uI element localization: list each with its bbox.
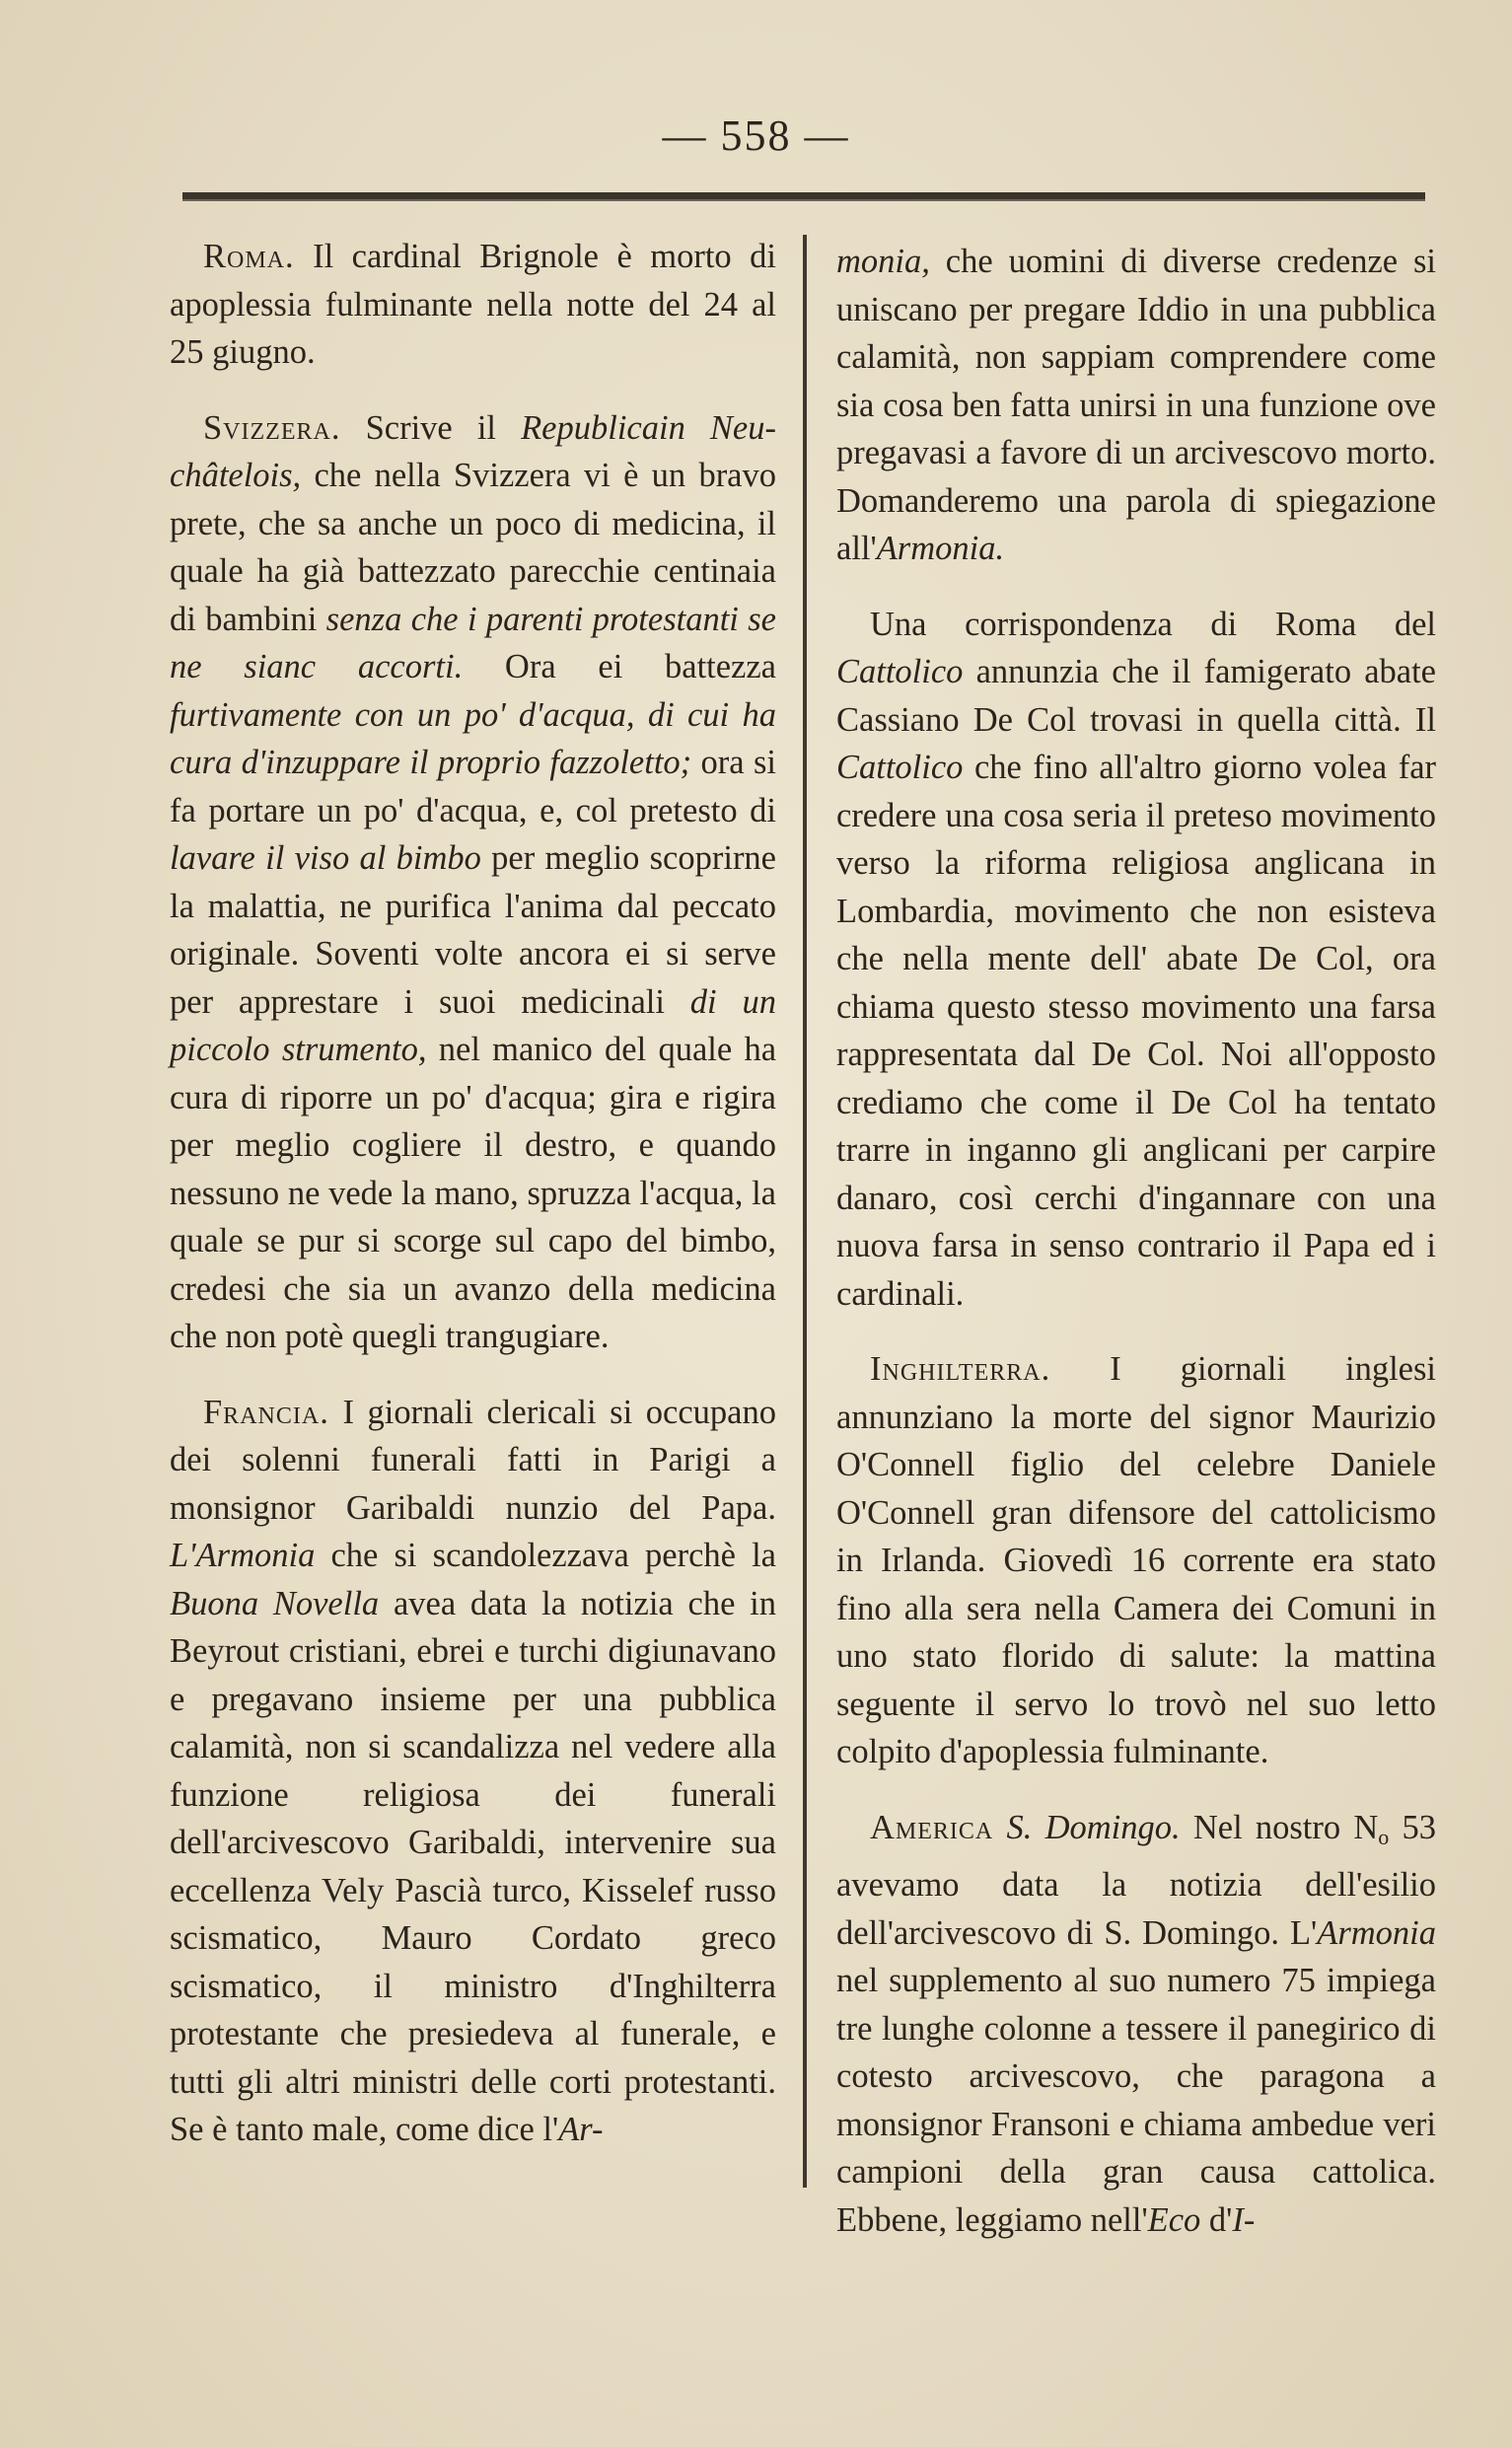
svizzera-italic-5: di un piccolo strumento, bbox=[170, 982, 776, 1068]
section-heading-inghilterra: Inghilterra. bbox=[870, 1350, 1051, 1388]
svizzera-text-3: Ora ei battezza bbox=[463, 648, 776, 685]
america-italic-4: I- bbox=[1232, 2200, 1256, 2239]
svizzera-text-4: ora si fa portare un po' d'acqua, e, col pretesto di bbox=[170, 744, 776, 829]
svizzera-text-5: per meglio scoprirne la malattia, ne purifica l'anima dal peccato originale. Soventi volte ancora ei si serve per apprestare i suoi medicinali bbox=[170, 839, 776, 1021]
header-rule bbox=[182, 192, 1425, 201]
paragraph-svizzera bbox=[170, 404, 776, 1361]
paragraph-roma bbox=[170, 233, 776, 377]
left-column bbox=[170, 233, 776, 2182]
paragraph-corrispondenza bbox=[836, 601, 1436, 1319]
francia-italic-1: L'Armonia bbox=[170, 1537, 316, 1574]
francia-text-3: avea data la notizia che in Beyrout cristiani, ebrei e turchi digiunavano e pregavano insieme per una pubblica calamità, non si scandalizza nel vedere alla funzione religiosa dei funerali dell'arcivescovo Garibaldi, intervenire sua eccellenza Vely Pascià turco, Kisselef russo scismatico, Mauro Cordato greco scismatico, il ministro d'Inghilterra protestante che presiedeva al funerale, e tutti gli altri ministri delle corti protestanti. Se è tanto male, come dice l' bbox=[170, 1584, 776, 2148]
corr-italic-2: Cattolico bbox=[836, 749, 964, 786]
cont-text-1: che uomini di diverse credenze si uniscano per pregare Iddio in una pubblica calamità, non sappiam comprendere come sia cosa ben fatta unirsi in una funzione ove pregavasi a favore di un arcivescovo morto. Domanderemo una parola di spiegazione all' bbox=[836, 243, 1436, 567]
america-italic-1: S. Domingo. bbox=[993, 1808, 1181, 1846]
paragraph-inghilterra bbox=[836, 1345, 1436, 1776]
francia-italic-3: Ar- bbox=[558, 2111, 604, 2148]
right-column bbox=[836, 238, 1436, 2271]
corr-text-2: annunzia che il famigerato abate Cassiano De Col trovasi in quella città. Il bbox=[836, 653, 1436, 739]
paragraph-francia-continued bbox=[836, 238, 1436, 573]
corr-text-1: Una corrispondenza di Roma del bbox=[870, 605, 1436, 643]
francia-text-2: che si scandolezzava perchè la bbox=[315, 1537, 776, 1574]
america-italic-3: Eco bbox=[1147, 2200, 1201, 2239]
svizzera-italic-1: Republicain Neu-châtelois, bbox=[170, 408, 776, 494]
section-heading-america: America bbox=[870, 1808, 994, 1846]
section-heading-svizzera: Svizzera. bbox=[203, 408, 341, 447]
paragraph-francia bbox=[170, 1389, 776, 2154]
svizzera-text-2: che nella Svizzera vi è un bravo prete, che sa anche un poco di medicina, il quale ha già battezzato parecchie centinaia di bambini bbox=[170, 457, 776, 638]
francia-italic-2: Buona Novella bbox=[170, 1584, 380, 1622]
cont-italic-2: Armonia. bbox=[876, 530, 1005, 567]
francia-text-1: I giornali clericali si occupano dei solenni funerali fatti in Parigi a monsignor Garibaldi nunzio del Papa. bbox=[170, 1393, 776, 1527]
america-italic-2: Armonia bbox=[1317, 1913, 1436, 1952]
america-text-2: 53 avevamo data la notizia dell'esilio dell'arcivescovo di S. Domingo. L' bbox=[836, 1808, 1437, 1952]
section-heading-roma: Roma. bbox=[203, 238, 295, 275]
svizzera-text-1: Scrive il bbox=[340, 408, 522, 447]
svizzera-italic-2: senza che i parenti protestanti se ne sianc accorti. bbox=[170, 600, 776, 685]
cont-italic-1: monia, bbox=[836, 243, 930, 280]
america-numero-subscript: o bbox=[1378, 1824, 1390, 1849]
inghilterra-text: I giornali inglesi annunziano la morte del signor Maurizio O'Connell figlio del celebre Daniele O'Connell gran difensore del cattolicismo in Irlanda. Giovedì 16 corrente era stato fino alla sera nella Camera dei Comuni in uno stato florido di salute: la mattina seguente il servo lo trovò nel suo letto colpito d'apoplessia fulminante. bbox=[836, 1350, 1436, 1770]
page-number: — 558 — bbox=[662, 111, 850, 160]
section-heading-francia: Francia. bbox=[203, 1393, 329, 1431]
svizzera-italic-4: lavare il viso al bimbo bbox=[170, 839, 481, 877]
corr-italic-1: Cattolico bbox=[836, 653, 964, 690]
corr-text-3: che fino all'altro giorno volea far credere una cosa seria il preteso movimento verso la riforma religiosa anglicana in Lombardia, movimento che non esisteva che nella mente dell' abate De Col, ora chiama questo stesso movimento una farsa rappresentata dal De Col. Noi all'opposto crediamo che come il De Col ha tentato trarre in inganno gli anglicani per carpire danaro, così cerchi d'ingannare con una nuova farsa in senso contrario il Papa ed i cardinali. bbox=[836, 749, 1436, 1313]
roma-text: Il cardinal Brignole è morto di apoplessia fulminante nella notte del 24 al 25 giugno. bbox=[170, 238, 776, 371]
column-divider bbox=[803, 235, 807, 2188]
svizzera-italic-3: furtivamente con un po' d'acqua, di cui ha cura d'inzuppare il proprio fazzoletto; bbox=[170, 695, 776, 781]
paragraph-america bbox=[836, 1804, 1436, 2245]
america-text-1: Nel nostro N bbox=[1180, 1808, 1379, 1846]
america-text-3: nel supplemento al suo numero 75 impiega tre lunghe colonne a tessere il panegirico di cotesto arcivescovo, che paragona a monsignor Fransoni e chiama ambedue veri campioni della gran causa cattolica. Ebbene, leggiamo nell' bbox=[836, 1962, 1436, 2239]
america-text-4: d' bbox=[1200, 2200, 1233, 2239]
svizzera-text-6: nel manico del quale ha cura di riporre un po' d'acqua; gira e rigira per meglio cogliere il destro, e quando nessuno ne vede la mano, spruzza l'acqua, la quale se pur si scorge sul capo del bimbo, credesi che sia un avanzo della medicina che non potè quegli trangugiare. bbox=[170, 1031, 777, 1355]
